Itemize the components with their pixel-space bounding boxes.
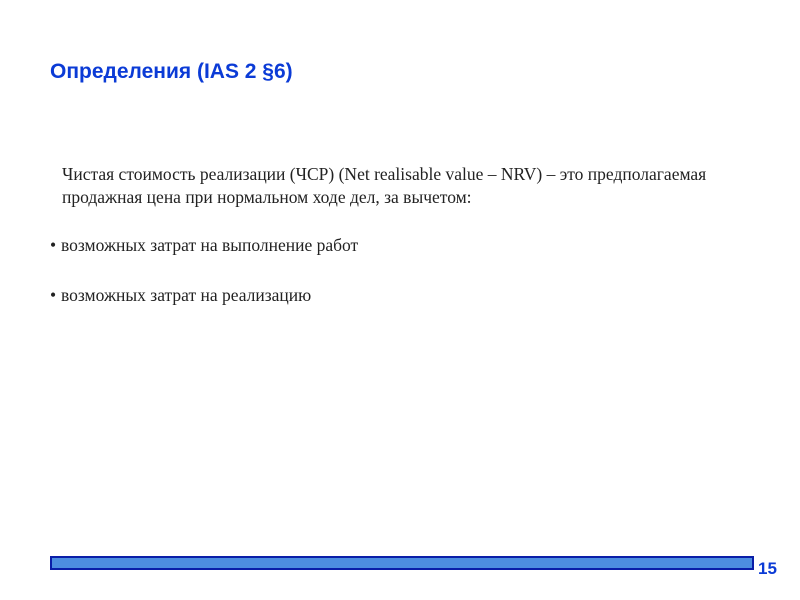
bullet-marker: • [50, 285, 57, 305]
slide-title: Определения (IAS 2 §6) [50, 60, 293, 83]
bullet-text: возможных затрат на выполнение работ [61, 235, 359, 255]
bullet-item [50, 284, 311, 306]
bullet-text: возможных затрат на реализацию [61, 285, 312, 305]
definition-text: Чистая стоимость реализации (ЧСР) (Net realisable value – NRV) – это предполагаемая продажная цена при нормальном ходе дел, за вычетом: [62, 164, 707, 207]
bullet-item [50, 234, 358, 256]
bullet-marker: • [50, 235, 57, 255]
footer-bar [50, 556, 754, 570]
page-number: 15 [758, 559, 777, 578]
